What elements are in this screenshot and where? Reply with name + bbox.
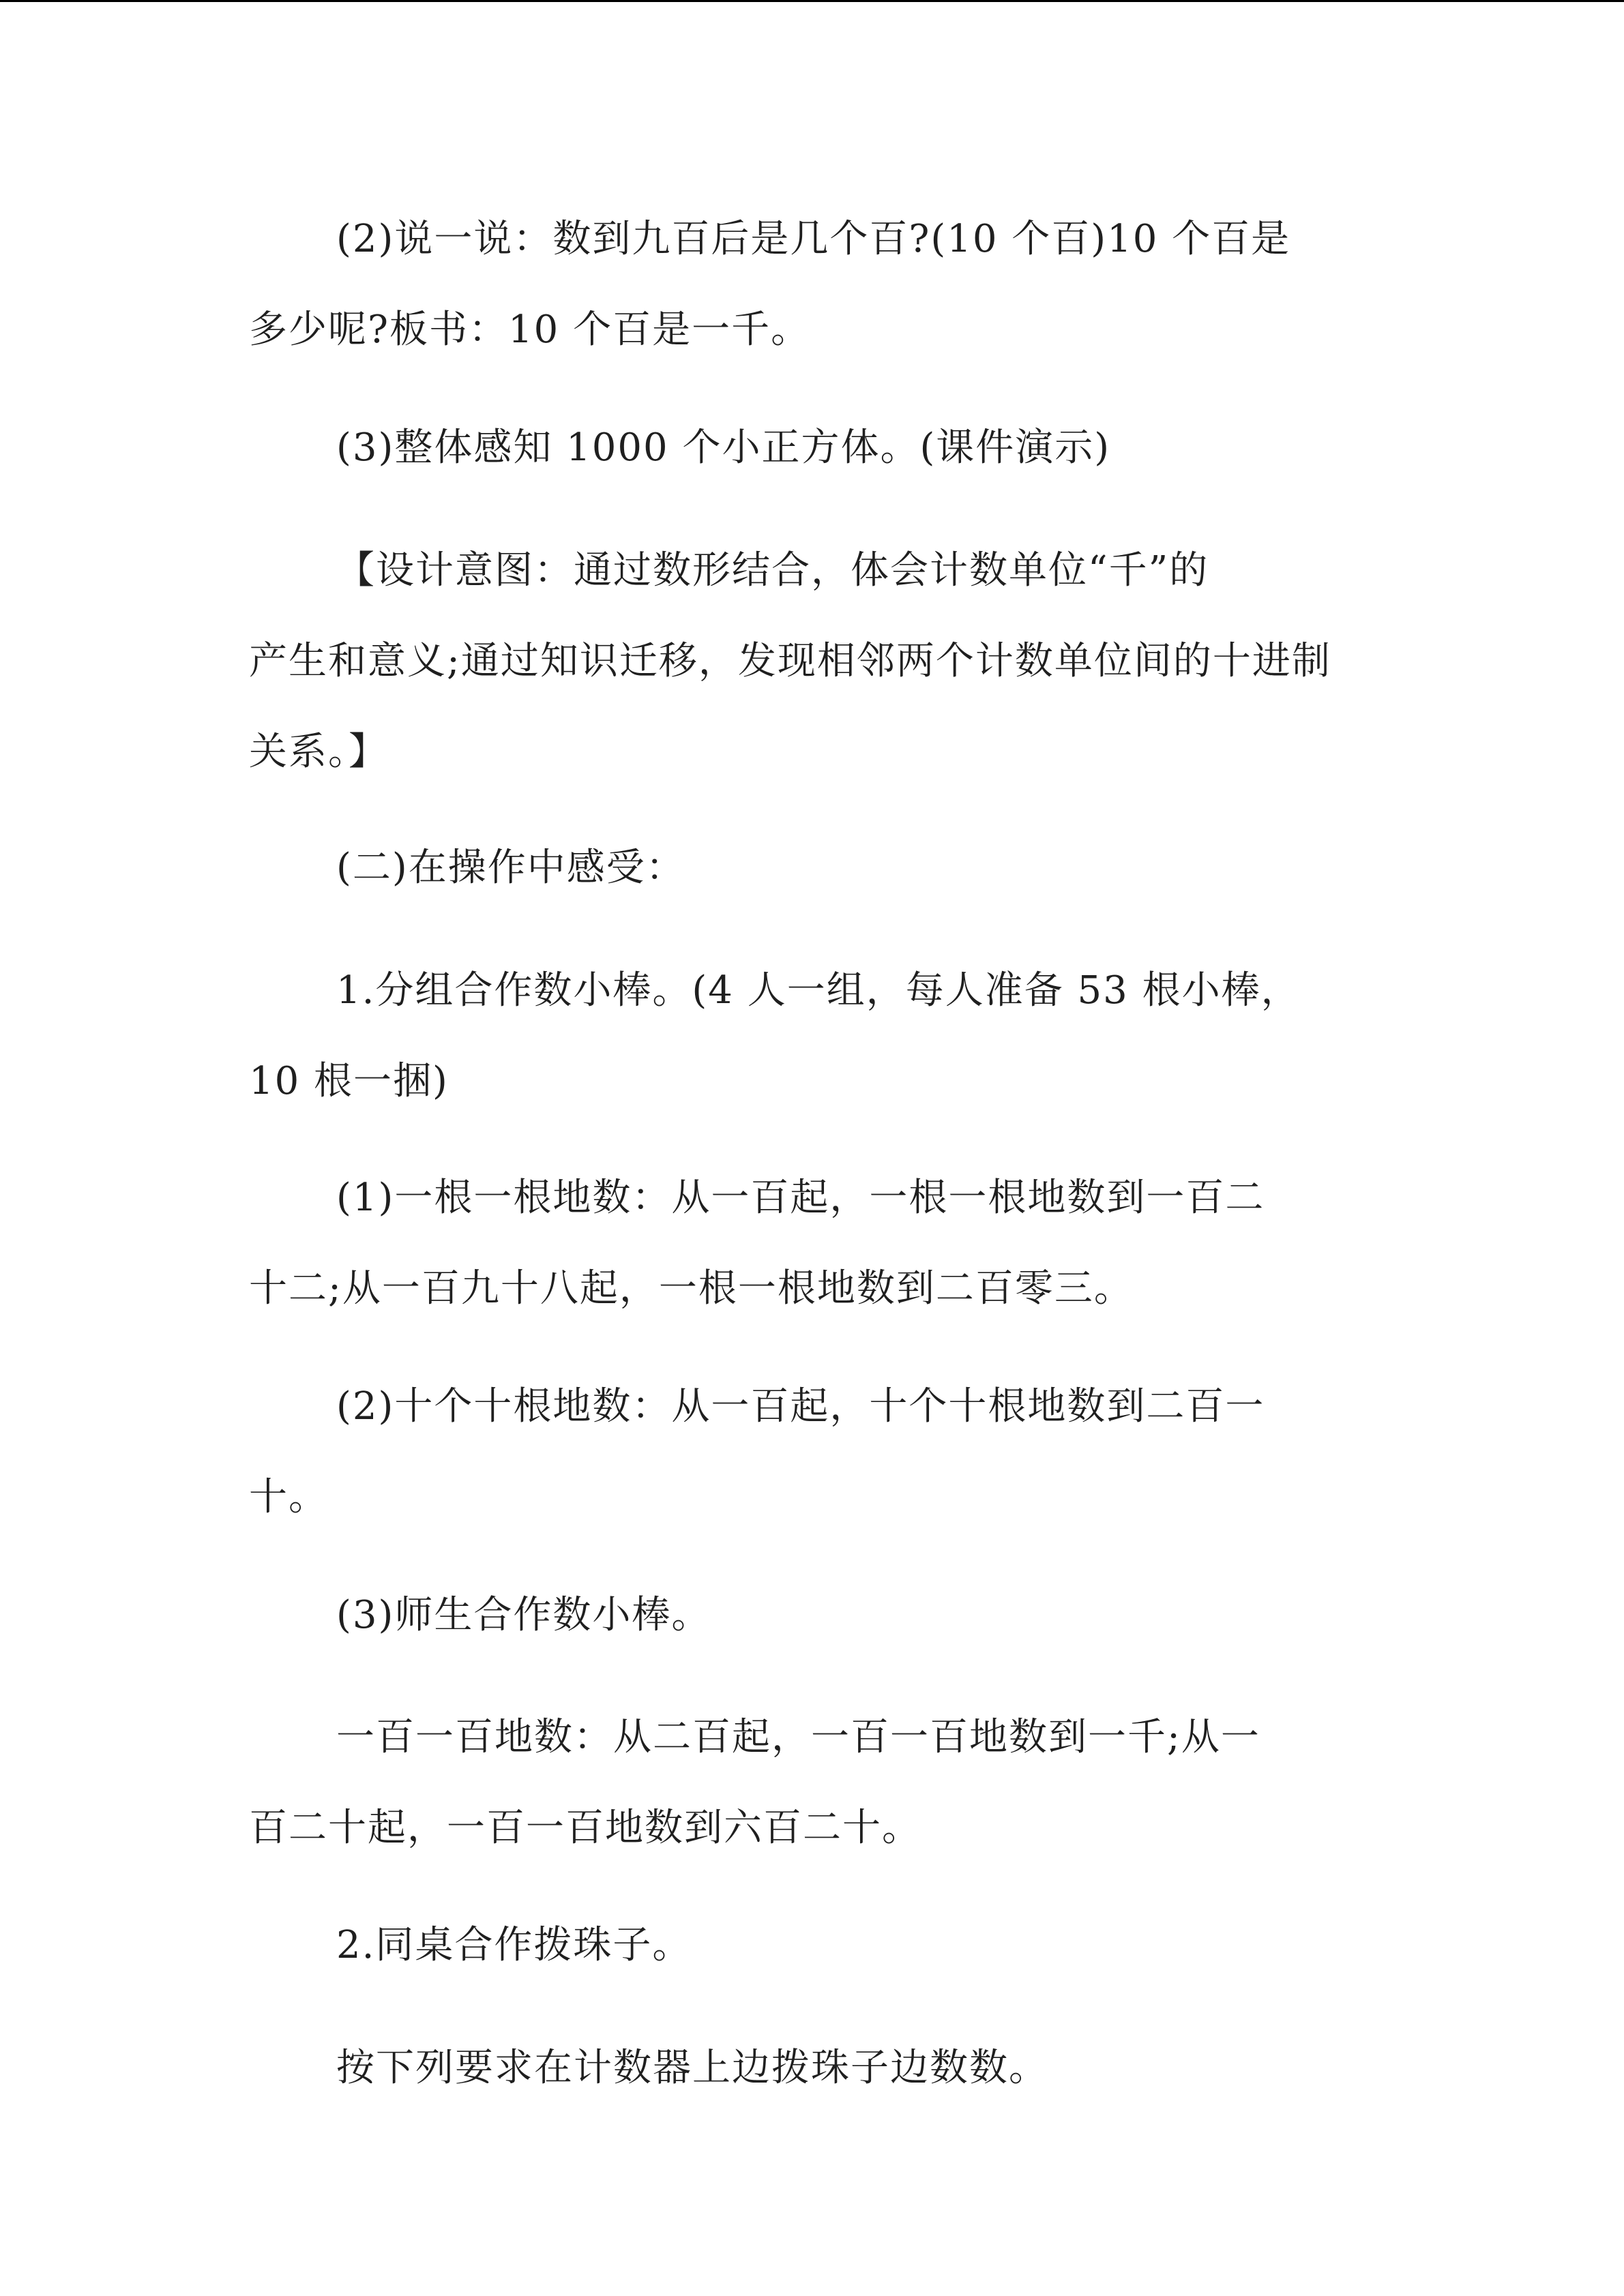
text-line: 百二十起，一百一百地数到六百二十。 xyxy=(249,1806,921,1850)
paragraph-deskmate-beads xyxy=(249,1900,1368,1991)
paragraph-count-one-by-one xyxy=(249,1152,1368,1334)
text-line: (3)师生合作数小棒。 xyxy=(336,1593,711,1637)
paragraph-teacher-student-counting xyxy=(249,1570,1368,1660)
text-line: 2.同桌合作拨珠子。 xyxy=(336,1923,692,1967)
text-line: (二)在操作中感受： xyxy=(336,846,685,890)
text-line: (3)整体感知 1000 个小正方体。(课件演示) xyxy=(336,426,1111,470)
paragraph-count-by-tens xyxy=(249,1361,1368,1542)
paragraph-perceive-1000-cubes xyxy=(249,402,1368,493)
text-line: 十。 xyxy=(249,1475,328,1519)
text-line: (2)十个十根地数：从一百起，十个十根地数到二百一 xyxy=(336,1384,1265,1429)
paragraph-abacus-instructions xyxy=(249,2023,1368,2113)
text-line: (1)一根一根地数：从一百起，一根一根地数到一百二 xyxy=(336,1176,1265,1220)
text-line: 十二;从一百九十八起，一根一根地数到二百零三。 xyxy=(249,1266,1134,1311)
paragraph-count-by-hundreds xyxy=(249,1692,1368,1873)
text-line: 一百一百地数：从二百起，一百一百地数到一千;从一 xyxy=(336,1715,1260,1759)
text-line: 产生和意义;通过知识迁移，发现相邻两个计数单位间的十 xyxy=(249,639,1252,683)
section-heading-operation xyxy=(249,822,1368,913)
paragraph-counting-hundreds xyxy=(249,194,1368,375)
paragraph-design-intent xyxy=(249,525,1368,797)
text-line: 【设计意图：通过数形结合，体会计数单位“千”的 xyxy=(336,548,1209,593)
paragraph-group-counting-sticks xyxy=(249,945,1368,1127)
text-line: 10 根一捆) xyxy=(249,1059,449,1103)
text-line: (2)说一说：数到九百后是几个百?(10 个百)10 个百是 xyxy=(336,217,1291,261)
text-line: 进制关系。】 xyxy=(249,639,1331,774)
text-line: 多少呢?板书：10 个百是一千。 xyxy=(249,308,811,352)
top-border-line xyxy=(0,0,1624,2)
text-line: 1.分组合作数小棒。(4 人一组，每人准备 53 根小棒， xyxy=(336,968,1301,1013)
text-line: 按下列要求在计数器上边拨珠子边数数。 xyxy=(336,2046,1048,2090)
